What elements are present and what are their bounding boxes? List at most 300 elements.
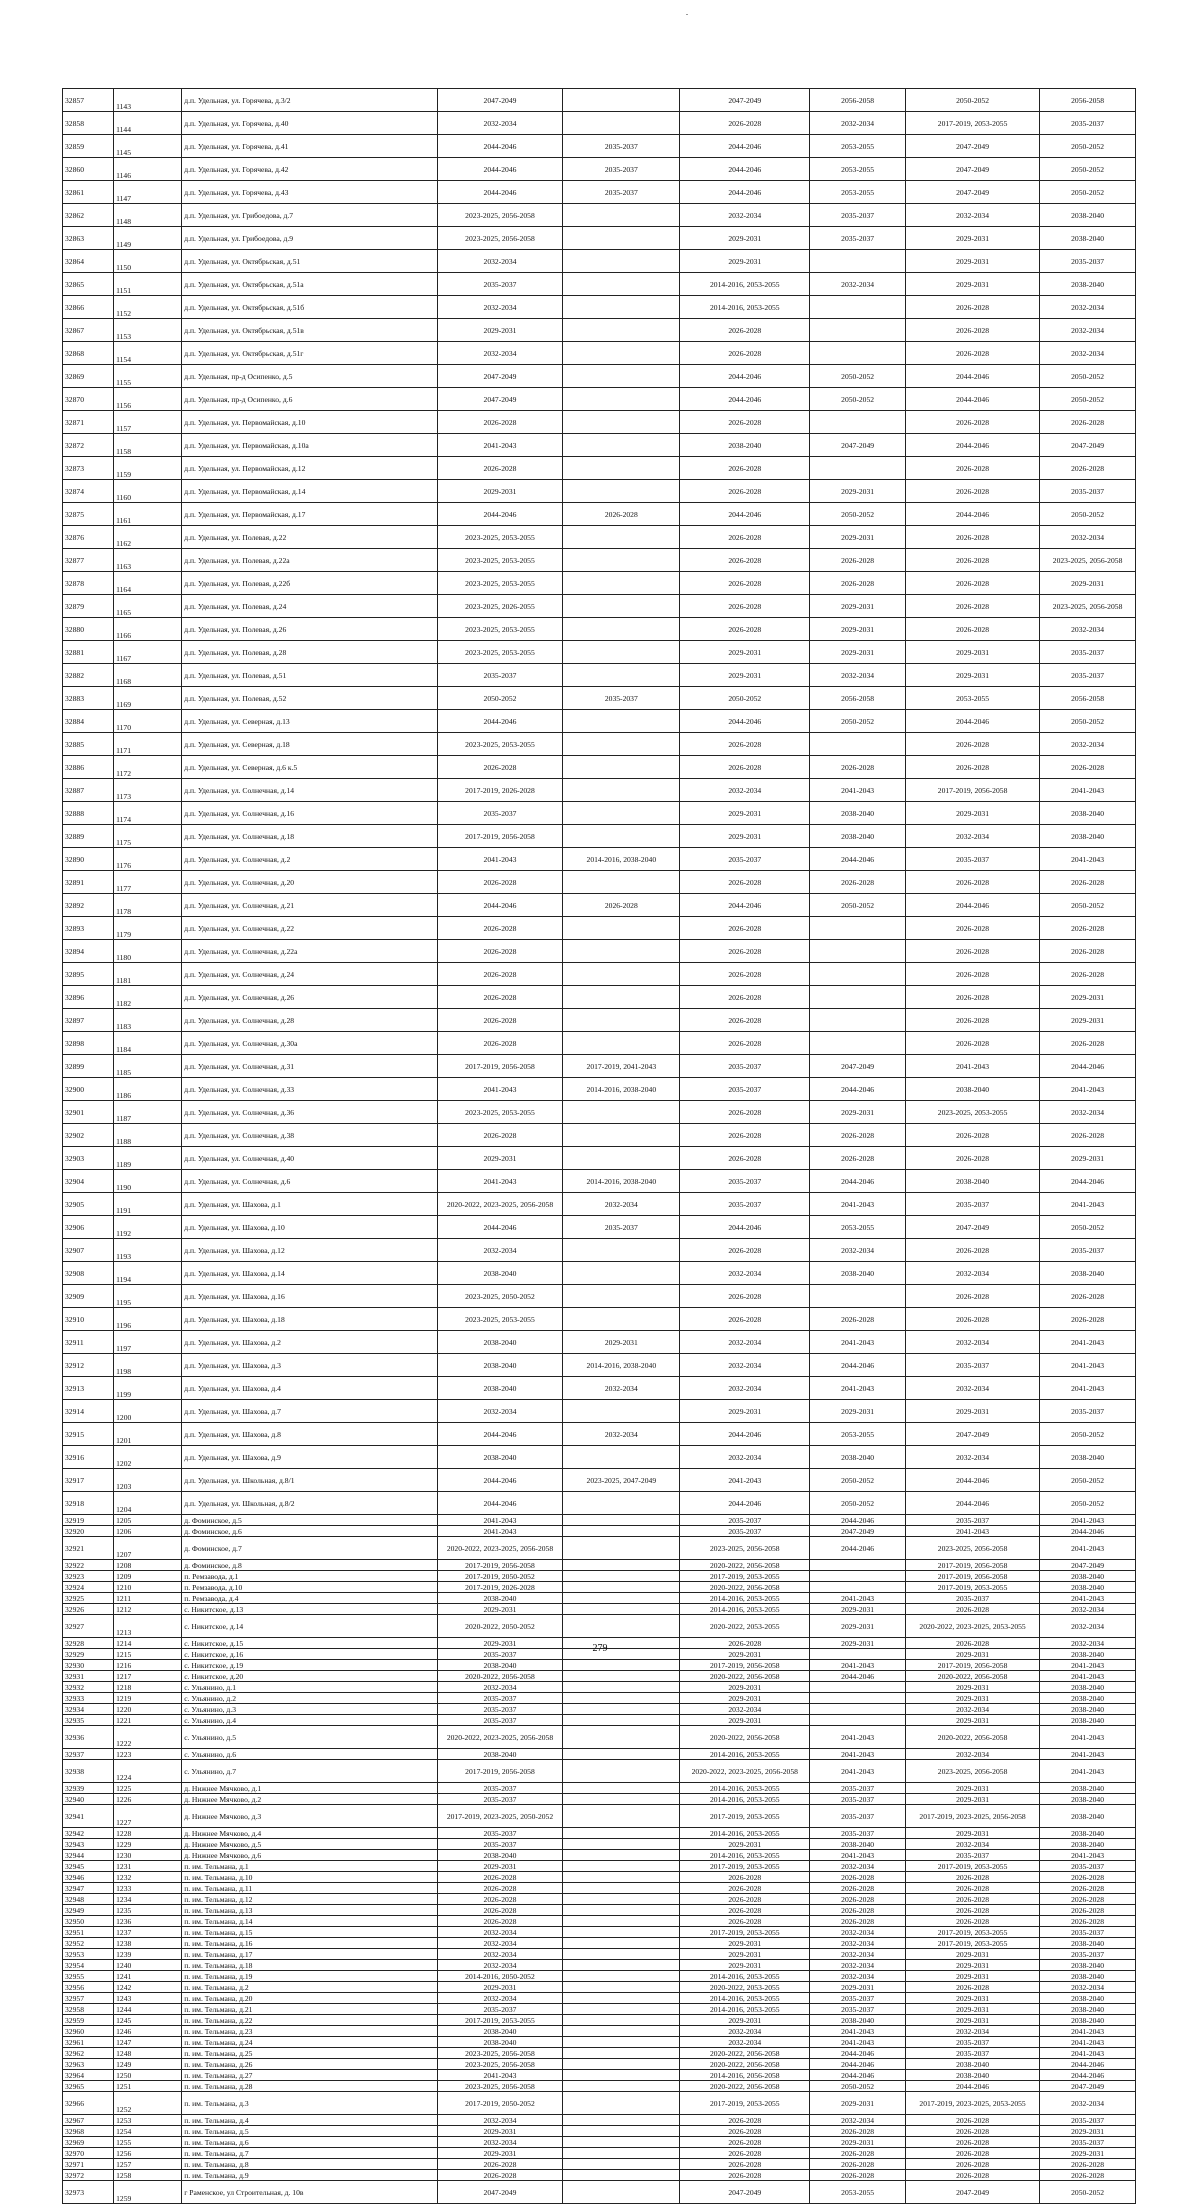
- table-row: [63, 802, 1136, 825]
- period-col-3-cell: 2026-2028: [680, 595, 810, 618]
- period-col-3-cell: 2017-2019, 2053-2055: [680, 1927, 810, 1938]
- period-col-6-cell: 2035-2037: [1040, 1239, 1136, 1262]
- period-col-4-cell: 2032-2034: [810, 1861, 906, 1872]
- period-col-4-cell: 2050-2052: [810, 710, 906, 733]
- table-row: [63, 1582, 1136, 1593]
- address-cell: д.п. Удельная, ул. Солнечная, д.38: [182, 1124, 437, 1147]
- house-number-cell: 1248: [114, 2048, 182, 2059]
- period-col-1-cell: 2050-2052: [437, 687, 563, 710]
- table-row: [63, 1400, 1136, 1423]
- period-col-6-cell: 2026-2028: [1040, 2170, 1136, 2181]
- period-col-2-cell: [563, 1101, 680, 1124]
- period-col-5-cell: 2029-2031: [906, 802, 1040, 825]
- table-row: [63, 1883, 1136, 1894]
- period-col-4-cell: 2041-2043: [810, 2026, 906, 2037]
- period-col-3-cell: 2047-2049: [680, 89, 810, 112]
- house-number-cell: 1161: [114, 503, 182, 526]
- period-col-5-cell: 2044-2046: [906, 434, 1040, 457]
- row-number-cell: 32968: [63, 2126, 114, 2137]
- period-col-3-cell: 2029-2031: [680, 1938, 810, 1949]
- period-col-4-cell: 2035-2037: [810, 1805, 906, 1828]
- period-col-5-cell: 2026-2028: [906, 549, 1040, 572]
- period-col-2-cell: 2017-2019, 2041-2043: [563, 1055, 680, 1078]
- house-number-cell: 1164: [114, 572, 182, 595]
- period-col-6-cell: 2050-2052: [1040, 503, 1136, 526]
- period-col-4-cell: [810, 1032, 906, 1055]
- period-col-4-cell: 2035-2037: [810, 1828, 906, 1839]
- period-col-2-cell: [563, 1593, 680, 1604]
- period-col-5-cell: 2029-2031: [906, 250, 1040, 273]
- row-number-cell: 32950: [63, 1916, 114, 1927]
- period-col-5-cell: 2026-2028: [906, 917, 1040, 940]
- table-row: [63, 1446, 1136, 1469]
- house-number-cell: 1253: [114, 2115, 182, 2126]
- row-number-cell: 32940: [63, 1794, 114, 1805]
- house-number-cell: 1167: [114, 641, 182, 664]
- house-number-cell: 1222: [114, 1726, 182, 1749]
- period-col-6-cell: 2041-2043: [1040, 2048, 1136, 2059]
- period-col-1-cell: 2032-2034: [437, 1960, 563, 1971]
- period-col-3-cell: 2026-2028: [680, 963, 810, 986]
- row-number-cell: 32951: [63, 1927, 114, 1938]
- period-col-1-cell: 2026-2028: [437, 917, 563, 940]
- table-row: [63, 1960, 1136, 1971]
- period-col-4-cell: 2035-2037: [810, 204, 906, 227]
- period-col-6-cell: 2026-2028: [1040, 457, 1136, 480]
- period-col-5-cell: 2029-2031: [906, 2004, 1040, 2015]
- period-col-1-cell: 2035-2037: [437, 1783, 563, 1794]
- row-number-cell: 32862: [63, 204, 114, 227]
- address-cell: п. им. Тельмана, д.2: [182, 1982, 437, 1993]
- period-col-5-cell: 2026-2028: [906, 2137, 1040, 2148]
- period-col-5-cell: 2026-2028: [906, 1905, 1040, 1916]
- address-cell: с. Ульянино, д.2: [182, 1693, 437, 1704]
- period-col-6-cell: 2035-2037: [1040, 2115, 1136, 2126]
- house-number-cell: 1169: [114, 687, 182, 710]
- period-col-3-cell: 2026-2028: [680, 917, 810, 940]
- row-number-cell: 32881: [63, 641, 114, 664]
- period-col-3-cell: 2044-2046: [680, 894, 810, 917]
- house-number-cell: 1250: [114, 2070, 182, 2081]
- row-number-cell: 32912: [63, 1354, 114, 1377]
- period-col-4-cell: 2029-2031: [810, 1604, 906, 1615]
- row-number-cell: 32889: [63, 825, 114, 848]
- period-col-5-cell: 2038-2040: [906, 2059, 1040, 2070]
- house-number-cell: 1219: [114, 1693, 182, 1704]
- period-col-6-cell: 2032-2034: [1040, 1615, 1136, 1638]
- period-col-6-cell: 2026-2028: [1040, 1916, 1136, 1927]
- address-cell: с. Ульянино, д.5: [182, 1726, 437, 1749]
- period-col-3-cell: 2035-2037: [680, 1515, 810, 1526]
- period-col-2-cell: 2014-2016, 2038-2040: [563, 1170, 680, 1193]
- period-col-1-cell: 2023-2025, 2053-2055: [437, 572, 563, 595]
- period-col-5-cell: 2017-2019, 2023-2025, 2053-2055: [906, 2092, 1040, 2115]
- period-col-5-cell: 2026-2028: [906, 319, 1040, 342]
- table-row: [63, 1331, 1136, 1354]
- period-col-1-cell: 2044-2046: [437, 894, 563, 917]
- period-col-6-cell: 2026-2028: [1040, 1883, 1136, 1894]
- period-col-4-cell: 2026-2028: [810, 1916, 906, 1927]
- period-col-5-cell: 2047-2049: [906, 181, 1040, 204]
- table-row: [63, 2070, 1136, 2081]
- period-col-5-cell: 2050-2052: [906, 89, 1040, 112]
- period-col-1-cell: 2038-2040: [437, 1262, 563, 1285]
- row-number-cell: 32941: [63, 1805, 114, 1828]
- period-col-4-cell: [810, 1693, 906, 1704]
- period-col-5-cell: 2017-2019, 2056-2058: [906, 779, 1040, 802]
- table-row: [63, 2181, 1136, 2204]
- house-number-cell: 1229: [114, 1839, 182, 1850]
- period-col-5-cell: 2044-2046: [906, 1469, 1040, 1492]
- address-cell: п. им. Тельмана, д.10: [182, 1872, 437, 1883]
- period-col-5-cell: 2035-2037: [906, 1515, 1040, 1526]
- period-col-2-cell: 2035-2037: [563, 181, 680, 204]
- house-number-cell: 1188: [114, 1124, 182, 1147]
- table-row: [63, 319, 1136, 342]
- period-col-1-cell: 2035-2037: [437, 2004, 563, 2015]
- address-cell: д.п. Удельная, ул. Горячева, д.42: [182, 158, 437, 181]
- period-col-1-cell: 2023-2025, 2050-2052: [437, 1285, 563, 1308]
- row-number-cell: 32888: [63, 802, 114, 825]
- address-cell: д.п. Удельная, ул. Северная, д.13: [182, 710, 437, 733]
- row-number-cell: 32955: [63, 1971, 114, 1982]
- address-cell: д.п. Удельная, ул. Солнечная, д.6: [182, 1170, 437, 1193]
- house-number-cell: 1258: [114, 2170, 182, 2181]
- house-number-cell: 1243: [114, 1993, 182, 2004]
- period-col-6-cell: 2041-2043: [1040, 848, 1136, 871]
- period-col-3-cell: 2044-2046: [680, 135, 810, 158]
- period-col-6-cell: 2041-2043: [1040, 779, 1136, 802]
- house-number-cell: 1241: [114, 1971, 182, 1982]
- house-number-cell: 1193: [114, 1239, 182, 1262]
- row-number-cell: 32901: [63, 1101, 114, 1124]
- period-col-2-cell: 2014-2016, 2038-2040: [563, 1354, 680, 1377]
- period-col-5-cell: 2029-2031: [906, 273, 1040, 296]
- row-number-cell: 32932: [63, 1682, 114, 1693]
- period-col-2-cell: [563, 2026, 680, 2037]
- address-cell: д.п. Удельная, ул. Шахова, д.10: [182, 1216, 437, 1239]
- period-col-3-cell: 2029-2031: [680, 1693, 810, 1704]
- address-cell: д. Фоминское, д.8: [182, 1560, 437, 1571]
- period-col-4-cell: 2029-2031: [810, 2092, 906, 2115]
- period-col-6-cell: 2050-2052: [1040, 1423, 1136, 1446]
- address-cell: д.п. Удельная, ул. Шахова, д.4: [182, 1377, 437, 1400]
- period-col-4-cell: 2053-2055: [810, 181, 906, 204]
- house-number-cell: 1223: [114, 1749, 182, 1760]
- period-col-2-cell: [563, 1794, 680, 1805]
- house-number-cell: 1249: [114, 2059, 182, 2070]
- period-col-3-cell: 2026-2028: [680, 1101, 810, 1124]
- address-cell: д.п. Удельная, ул. Шахова, д.7: [182, 1400, 437, 1423]
- address-cell: п. им. Тельмана, д.15: [182, 1927, 437, 1938]
- period-col-3-cell: 2029-2031: [680, 1839, 810, 1850]
- row-number-cell: 32861: [63, 181, 114, 204]
- address-cell: д.п. Удельная, ул. Солнечная, д.14: [182, 779, 437, 802]
- table-row: [63, 618, 1136, 641]
- address-cell: п. Ремзавода, д.4: [182, 1593, 437, 1604]
- period-col-5-cell: 2026-2028: [906, 1604, 1040, 1615]
- row-number-cell: 32903: [63, 1147, 114, 1170]
- period-col-3-cell: 2020-2022, 2053-2055: [680, 1982, 810, 1993]
- period-col-2-cell: [563, 1660, 680, 1671]
- period-col-1-cell: 2026-2028: [437, 1883, 563, 1894]
- period-col-4-cell: [810, 1571, 906, 1582]
- period-col-1-cell: 2041-2043: [437, 848, 563, 871]
- period-col-3-cell: 2026-2028: [680, 1638, 810, 1649]
- period-col-1-cell: 2017-2019, 2023-2025, 2050-2052: [437, 1805, 563, 1828]
- period-col-5-cell: 2038-2040: [906, 1170, 1040, 1193]
- address-cell: д.п. Удельная, ул. Солнечная, д.26: [182, 986, 437, 1009]
- address-cell: п. им. Тельмана, д.25: [182, 2048, 437, 2059]
- period-col-2-cell: [563, 480, 680, 503]
- period-col-2-cell: [563, 2092, 680, 2115]
- period-col-6-cell: 2026-2028: [1040, 871, 1136, 894]
- address-cell: п. им. Тельмана, д.26: [182, 2059, 437, 2070]
- period-col-1-cell: 2038-2040: [437, 1331, 563, 1354]
- period-col-1-cell: 2041-2043: [437, 1170, 563, 1193]
- period-col-3-cell: 2035-2037: [680, 1055, 810, 1078]
- period-col-3-cell: 2026-2028: [680, 756, 810, 779]
- period-col-2-cell: [563, 411, 680, 434]
- period-col-4-cell: 2041-2043: [810, 1749, 906, 1760]
- address-cell: д. Фоминское, д.6: [182, 1526, 437, 1537]
- address-cell: д.п. Удельная, ул. Школьная, д.8/2: [182, 1492, 437, 1515]
- page-number: 279: [592, 1643, 608, 1654]
- house-number-cell: 1220: [114, 1704, 182, 1715]
- house-number-cell: 1144: [114, 112, 182, 135]
- row-number-cell: 32919: [63, 1515, 114, 1526]
- period-col-4-cell: 2056-2058: [810, 687, 906, 710]
- period-col-4-cell: 2032-2034: [810, 1971, 906, 1982]
- row-number-cell: 32962: [63, 2048, 114, 2059]
- house-number-cell: 1156: [114, 388, 182, 411]
- period-col-2-cell: 2035-2037: [563, 1216, 680, 1239]
- row-number-cell: 32927: [63, 1615, 114, 1638]
- period-col-5-cell: 2044-2046: [906, 365, 1040, 388]
- address-cell: п. им. Тельмана, д.4: [182, 2115, 437, 2126]
- address-cell: д. Фоминское, д.5: [182, 1515, 437, 1526]
- house-number-cell: 1143: [114, 89, 182, 112]
- table-row: [63, 204, 1136, 227]
- house-number-cell: 1245: [114, 2015, 182, 2026]
- period-col-2-cell: [563, 319, 680, 342]
- table-row: [63, 2037, 1136, 2048]
- period-col-6-cell: 2038-2040: [1040, 1938, 1136, 1949]
- period-col-6-cell: 2035-2037: [1040, 641, 1136, 664]
- period-col-5-cell: 2017-2019, 2053-2055: [906, 1938, 1040, 1949]
- period-col-3-cell: 2026-2028: [680, 986, 810, 1009]
- period-col-1-cell: 2035-2037: [437, 664, 563, 687]
- period-col-1-cell: 2038-2040: [437, 2037, 563, 2048]
- period-col-1-cell: 2020-2022, 2056-2058: [437, 1671, 563, 1682]
- period-col-4-cell: 2026-2028: [810, 1883, 906, 1894]
- address-cell: с. Никитское, д.16: [182, 1649, 437, 1660]
- row-number-cell: 32954: [63, 1960, 114, 1971]
- period-col-5-cell: 2029-2031: [906, 227, 1040, 250]
- period-col-2-cell: [563, 1982, 680, 1993]
- address-cell: д. Нижнее Мячково, д.5: [182, 1839, 437, 1850]
- period-col-4-cell: 2056-2058: [810, 89, 906, 112]
- period-col-4-cell: 2026-2028: [810, 572, 906, 595]
- period-col-4-cell: 2032-2034: [810, 1960, 906, 1971]
- address-cell: д.п. Удельная, ул. Грибоедова, д.9: [182, 227, 437, 250]
- period-col-5-cell: 2029-2031: [906, 1828, 1040, 1839]
- period-col-2-cell: [563, 779, 680, 802]
- row-number-cell: 32913: [63, 1377, 114, 1400]
- address-cell: п. им. Тельмана, д.22: [182, 2015, 437, 2026]
- row-number-cell: 32911: [63, 1331, 114, 1354]
- house-number-cell: 1255: [114, 2137, 182, 2148]
- period-col-1-cell: 2023-2025, 2056-2058: [437, 2059, 563, 2070]
- house-number-cell: 1180: [114, 940, 182, 963]
- house-number-cell: 1217: [114, 1671, 182, 1682]
- period-col-2-cell: [563, 1009, 680, 1032]
- period-col-3-cell: 2026-2028: [680, 2115, 810, 2126]
- period-col-3-cell: 2044-2046: [680, 388, 810, 411]
- period-col-3-cell: 2026-2028: [680, 733, 810, 756]
- table-row: [63, 2081, 1136, 2092]
- period-col-1-cell: 2026-2028: [437, 2170, 563, 2181]
- house-number-cell: 1244: [114, 2004, 182, 2015]
- address-cell: д. Фоминское, д.7: [182, 1537, 437, 1560]
- row-number-cell: 32959: [63, 2015, 114, 2026]
- period-col-6-cell: 2047-2049: [1040, 434, 1136, 457]
- period-col-5-cell: 2029-2031: [906, 1693, 1040, 1704]
- period-col-4-cell: 2026-2028: [810, 2170, 906, 2181]
- period-col-6-cell: 2038-2040: [1040, 1805, 1136, 1828]
- period-col-3-cell: 2017-2019, 2053-2055: [680, 2092, 810, 2115]
- period-col-2-cell: [563, 2048, 680, 2059]
- address-cell: д.п. Удельная, ул. Солнечная, д.28: [182, 1009, 437, 1032]
- address-cell: с. Никитское, д.14: [182, 1615, 437, 1638]
- period-col-1-cell: 2035-2037: [437, 1839, 563, 1850]
- period-col-5-cell: 2026-2028: [906, 986, 1040, 1009]
- house-number-cell: 1176: [114, 848, 182, 871]
- table-row: [63, 1055, 1136, 1078]
- period-col-5-cell: 2044-2046: [906, 1492, 1040, 1515]
- address-cell: д.п. Удельная, пр-д Осипенко, д.5: [182, 365, 437, 388]
- period-col-4-cell: [810, 1682, 906, 1693]
- period-col-2-cell: [563, 457, 680, 480]
- period-col-1-cell: 2038-2040: [437, 2026, 563, 2037]
- house-number-cell: 1192: [114, 1216, 182, 1239]
- period-col-3-cell: 2029-2031: [680, 1949, 810, 1960]
- period-col-3-cell: 2026-2028: [680, 2170, 810, 2181]
- period-col-2-cell: [563, 1147, 680, 1170]
- period-col-5-cell: 2026-2028: [906, 871, 1040, 894]
- house-number-cell: 1191: [114, 1193, 182, 1216]
- row-number-cell: 32935: [63, 1715, 114, 1726]
- period-col-1-cell: 2035-2037: [437, 1715, 563, 1726]
- house-number-cell: 1228: [114, 1828, 182, 1839]
- house-number-cell: 1256: [114, 2148, 182, 2159]
- period-col-2-cell: [563, 963, 680, 986]
- row-number-cell: 32934: [63, 1704, 114, 1715]
- period-col-4-cell: [810, 457, 906, 480]
- period-col-1-cell: 2026-2028: [437, 1905, 563, 1916]
- period-col-4-cell: 2038-2040: [810, 1446, 906, 1469]
- address-cell: д.п. Удельная, ул. Солнечная, д.2: [182, 848, 437, 871]
- house-number-cell: 1233: [114, 1883, 182, 1894]
- period-col-2-cell: [563, 1032, 680, 1055]
- table-row: [63, 1308, 1136, 1331]
- period-col-1-cell: 2032-2034: [437, 250, 563, 273]
- period-col-4-cell: 2029-2031: [810, 641, 906, 664]
- period-col-4-cell: 2044-2046: [810, 1537, 906, 1560]
- period-col-1-cell: 2029-2031: [437, 2148, 563, 2159]
- period-col-4-cell: 2029-2031: [810, 1400, 906, 1423]
- period-col-2-cell: [563, 710, 680, 733]
- period-col-2-cell: [563, 342, 680, 365]
- house-number-cell: 1254: [114, 2126, 182, 2137]
- table-body: [63, 89, 1136, 2204]
- period-col-1-cell: 2017-2019, 2056-2058: [437, 1760, 563, 1783]
- period-col-4-cell: 2032-2034: [810, 664, 906, 687]
- address-cell: п. им. Тельмана, д.5: [182, 2126, 437, 2137]
- table-row: [63, 1009, 1136, 1032]
- period-col-3-cell: 2020-2022, 2056-2058: [680, 1726, 810, 1749]
- period-col-4-cell: [810, 1704, 906, 1715]
- period-col-1-cell: 2032-2034: [437, 1927, 563, 1938]
- period-col-6-cell: 2035-2037: [1040, 2137, 1136, 2148]
- house-number-cell: 1175: [114, 825, 182, 848]
- period-col-2-cell: [563, 2170, 680, 2181]
- row-number-cell: 32872: [63, 434, 114, 457]
- period-col-4-cell: 2047-2049: [810, 1055, 906, 1078]
- period-col-5-cell: 2029-2031: [906, 1993, 1040, 2004]
- house-number-cell: 1235: [114, 1905, 182, 1916]
- house-number-cell: 1240: [114, 1960, 182, 1971]
- house-number-cell: 1199: [114, 1377, 182, 1400]
- period-col-1-cell: 2038-2040: [437, 1354, 563, 1377]
- period-col-4-cell: 2026-2028: [810, 756, 906, 779]
- period-col-3-cell: 2050-2052: [680, 687, 810, 710]
- period-col-6-cell: 2038-2040: [1040, 2015, 1136, 2026]
- period-col-5-cell: 2026-2028: [906, 2148, 1040, 2159]
- address-cell: п. им. Тельмана, д.1: [182, 1861, 437, 1872]
- period-col-6-cell: 2026-2028: [1040, 1308, 1136, 1331]
- period-col-5-cell: 2032-2034: [906, 1262, 1040, 1285]
- period-col-1-cell: 2035-2037: [437, 1794, 563, 1805]
- period-col-6-cell: 2038-2040: [1040, 1446, 1136, 1469]
- period-col-3-cell: 2014-2016, 2053-2055: [680, 1794, 810, 1805]
- period-col-5-cell: 2047-2049: [906, 158, 1040, 181]
- row-number-cell: 32875: [63, 503, 114, 526]
- address-cell: с. Никитское, д.13: [182, 1604, 437, 1615]
- period-col-6-cell: 2050-2052: [1040, 388, 1136, 411]
- address-cell: п. им. Тельмана, д.24: [182, 2037, 437, 2048]
- table-row: [63, 1660, 1136, 1671]
- address-cell: д.п. Удельная, ул. Горячева, д.41: [182, 135, 437, 158]
- period-col-4-cell: [810, 1009, 906, 1032]
- period-col-5-cell: 2032-2034: [906, 1749, 1040, 1760]
- period-col-4-cell: 2032-2034: [810, 1949, 906, 1960]
- house-number-cell: 1147: [114, 181, 182, 204]
- period-col-5-cell: 2038-2040: [906, 1078, 1040, 1101]
- period-col-5-cell: 2029-2031: [906, 1960, 1040, 1971]
- period-col-4-cell: 2041-2043: [810, 1377, 906, 1400]
- address-cell: д.п. Удельная, ул. Солнечная, д.22а: [182, 940, 437, 963]
- address-cell: с. Ульянино, д.6: [182, 1749, 437, 1760]
- period-col-6-cell: 2032-2034: [1040, 1982, 1136, 1993]
- period-col-6-cell: 2041-2043: [1040, 1193, 1136, 1216]
- period-col-2-cell: 2023-2025, 2047-2049: [563, 1469, 680, 1492]
- period-col-6-cell: 2041-2043: [1040, 1078, 1136, 1101]
- period-col-3-cell: 2029-2031: [680, 250, 810, 273]
- period-col-2-cell: [563, 1615, 680, 1638]
- row-number-cell: 32973: [63, 2181, 114, 2204]
- row-number-cell: 32970: [63, 2148, 114, 2159]
